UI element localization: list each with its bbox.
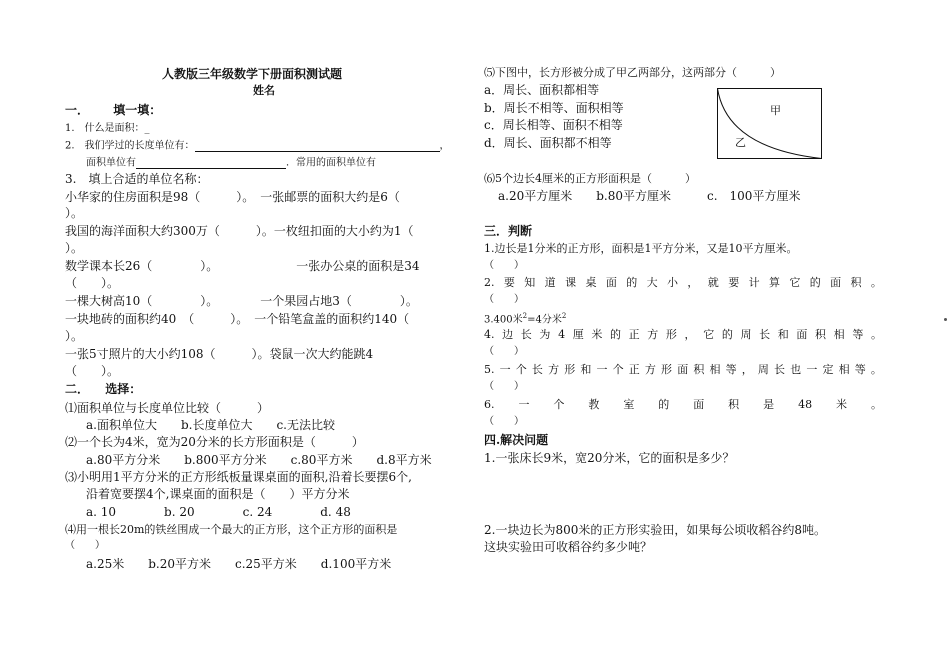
area-units-blank[interactable] [136,156,286,169]
choice-5-b: b．周长不相等、面积相等 [484,101,624,115]
judge-2: 2. 要 知 道 课 桌 面 的 大 小 ， 就 要 计 算 它 的 面 积 。 [484,276,882,289]
fill-5: 一块地砖的面积约40 （ ）。 一个铅笔盒盖的面积约140（ [65,312,410,326]
section-1-heading [65,104,161,118]
problem-1: 1.一张床长9米，宽20分米，它的面积是多少？ [484,451,735,465]
fill-6: 一张5寸照片的大小约108（ ）。袋鼠一次大约能跳4 [65,347,374,361]
fill-1: 小华家的住房面积是98（ ）。 一张邮票的面积大约是6（ [65,190,400,204]
fill-5b: ）。 [65,329,84,343]
name-label: 姓名 [253,84,275,97]
choice-1-options: a.面积单位大 b.长度单位大 c.无法比较 [86,418,336,432]
fill-2b: ）。 [65,241,84,255]
figure-label-jia: 甲 [770,104,781,117]
q2b-text: 面积单位有 [86,157,136,169]
judge-3: 3.400米$^2$=4分米$^2$ [484,312,567,326]
section-2-number: 二． [65,382,90,396]
choice-2: ⑵一个长为4米，宽为20分米的长方形面积是（ ） [65,435,364,449]
section-4-heading: 四.解决问题 [484,433,549,447]
fill-4: 一棵大树高10（ ）。 一个果园占地3（ ）。 [65,294,418,308]
judge-6: 6. 一 个 教 室 的 面 积 是 48 米 。 [484,398,882,411]
q2b-line [86,156,376,169]
q3-text: 3. 填上合适的单位名称： [65,172,209,186]
choice-3: ⑶小明用1平方分米的正方形纸板量课桌面的面积,沿着长要摆6个, [65,470,412,484]
problem-2: 2.一块边长为800米的正方形实验田，如果每公顷收稻谷约8吨。 [484,523,826,537]
choice-5-d: d．周长、面积都不相等 [484,136,612,150]
split-rectangle-figure [717,88,823,160]
fill-1b: ）。 [65,206,84,220]
figure-label-yi: 乙 [735,136,746,149]
figure-rectangle [718,89,822,159]
choice-1: ⑴面积单位与长度单位比较（ ） [65,401,270,415]
section-2-heading [65,383,141,397]
choice-5: ⑸下图中，长方形被分成了甲乙两部分，这两部分（ ） [484,66,781,79]
choice-6-options: a.20平方厘米 b.80平方厘米 c. 100平方厘米 [498,189,801,203]
section-2-title: 选择： [105,382,142,396]
q1-text: 1. 什么是面积：_ [65,123,150,134]
judge-1: 1.边长是1分米的正方形，面积是1平方分米，又是10平方厘米。 [484,242,798,255]
fill-3b: （ ）。 [65,276,120,290]
fill-6b: （ ）。 [65,364,120,378]
choice-4b: （ ） [65,540,105,551]
fill-3: 数学课本长26（ ）。 一张办公桌的面积是34 [65,259,420,273]
judge-6-blank: （ ） [484,416,524,427]
choice-6: ⑹5个边长4厘米的正方形面积是（ ） [484,172,696,185]
judge-2-blank: （ ） [484,294,524,305]
choice-2-options: a.80平方分米 b.800平方分米 c.80平方米 d.8平方米 [86,453,432,467]
page-title: 人教版三年级数学下册面积测试题 [162,67,343,81]
choice-5-c: c．周长相等、面积不相等 [484,118,623,132]
judge-5: 5. 一 个 长 方 形 和 一 个 正 方 形 面 积 相 等 ， 周 长 也 一 定 相 等 。 [484,363,882,376]
judge-4-blank: （ ） [484,346,524,357]
judge-1-blank: （ ） [484,260,524,271]
choice-3-options: a. 10 b. 20 c. 24 d. 48 [86,505,351,519]
length-units-blank[interactable] [195,139,440,152]
choice-4: ⑷用一根长20m的铁丝围成一个最大的正方形，这个正方形的面积是 [65,523,398,536]
q2-line: 2. 我们学过的长度单位有： ， [65,140,450,152]
section-3-heading: 三．判断 [484,224,533,238]
fill-2: 我国的海洋面积大约300万（ ）。一枚纽扣面的大小约为1（ [65,224,414,238]
choice-3b: 沿着宽要摆4个,课桌面的面积是（ ）平方分米 [86,487,350,501]
choice-4-options: a.25米 b.20平方米 c.25平方米 d.100平方米 [86,557,392,571]
section-1-number: 一． [65,103,90,117]
section-1-title: 填一填： [113,103,162,117]
problem-2b: 这块实验田可收稻谷约多少吨？ [484,540,653,554]
margin-dot [944,318,947,321]
judge-4: 4. 边 长 为 4 厘 米 的 正 方 形 ， 它 的 周 长 和 面 积 相 等 。 [484,328,882,341]
judge-5-blank: （ ） [484,381,524,392]
figure-dividing-curve [718,89,822,159]
q2-text: 2. 我们学过的长度单位有： [65,140,195,152]
choice-5-a: a．周长、面积都相等 [484,83,600,97]
q2c-text: ．常用的面积单位有 [286,157,376,169]
